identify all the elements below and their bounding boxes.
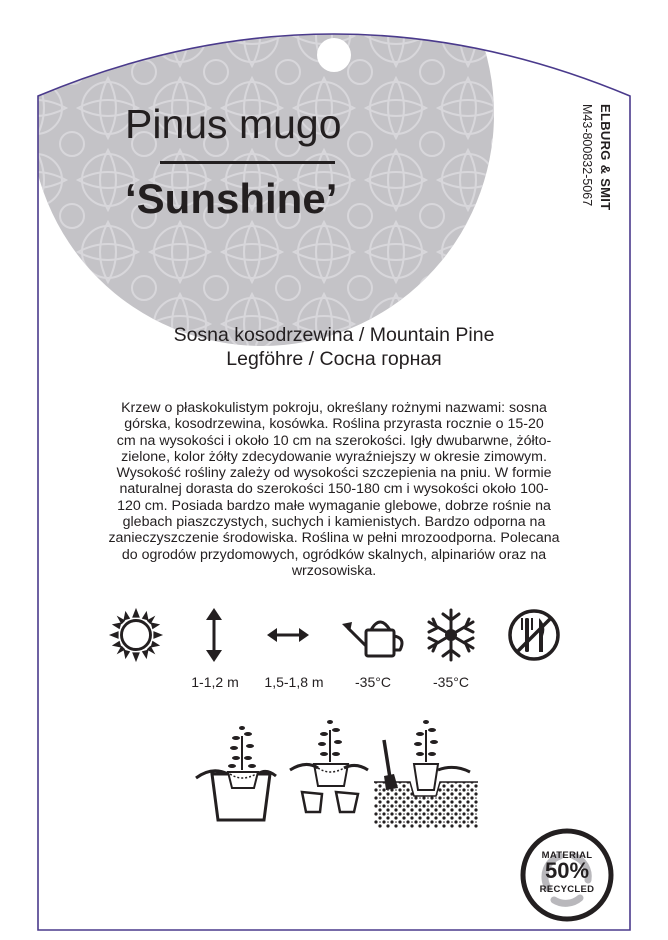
badge-line-1: MATERIAL (541, 850, 593, 861)
description-line: Krzew o płaskokulistym pokroju, określany rożnymi nazwami: sosna (121, 400, 547, 416)
plant-in-pot-icon (192, 716, 282, 828)
sun-icon (106, 606, 166, 664)
watering-can-icon (340, 606, 410, 664)
product-code: M43-800832-5067 (580, 104, 594, 207)
description-line: 120 cm. Posiada bardzo małe wymaganie glebowe, dobrze rośnie na (117, 497, 551, 514)
snowflake-icon (423, 606, 479, 664)
width-label: 1,5-1,8 m (264, 674, 324, 690)
cultivar-name: ‘Sunshine’ (125, 175, 338, 222)
description-line: górska, kosodrzewina, kosówka. Roślina przyrasta rocznie o 15-20 (124, 416, 544, 433)
common-names-line-2: Legföhre / Сосна горная (226, 348, 442, 370)
hang-hole (317, 38, 351, 72)
plant-in-soil-icon (374, 716, 478, 828)
description-line: Wysokość rośliny zależy od wysokości szczepienia na pniu. W formie (116, 465, 552, 482)
height-label: 1-1,2 m (191, 674, 239, 690)
description-line: cm na wysokości i około 10 cm na szerokości. Igły dwubarwne, żółto- (116, 432, 552, 449)
latin-name: Pinus mugo (125, 101, 342, 147)
common-names-line-1: Sosna kosodrzewina / Mountain Pine (173, 324, 495, 346)
brand-label: ELBURG & SMIT (598, 104, 613, 211)
remove-from-pot-icon (288, 716, 372, 816)
title-divider (160, 161, 335, 164)
description-line: wrzosowiska. (291, 562, 377, 579)
width-arrow-icon (265, 622, 311, 648)
frost-label: -35°C (433, 674, 469, 690)
description-line: glebach piaszczystych, suchych i kamienistych. Bardzo odporna na (122, 514, 546, 531)
badge-line-2: RECYCLED (539, 884, 595, 895)
height-arrow-icon (202, 606, 226, 664)
description-line: do ogrodów przydomowych, ogródków skalnych, alpinariów oraz na (121, 546, 547, 563)
watering-temp-label: -35°C (355, 674, 391, 690)
description-line: naturalnej dorasta do szerokości 150-180 cm i wysokości około 100- (119, 481, 549, 498)
not-edible-icon (506, 606, 562, 664)
badge-percent: 50% (544, 858, 590, 883)
description-line: zielone, kolor żółty zdecydowanie wyraźniejszy w okresie zimowym. (121, 448, 547, 465)
description (75, 400, 593, 579)
description-line: zanieczyszczenie środowiska. Roślina w pełni mrozoodporna. Polecana (108, 530, 560, 547)
